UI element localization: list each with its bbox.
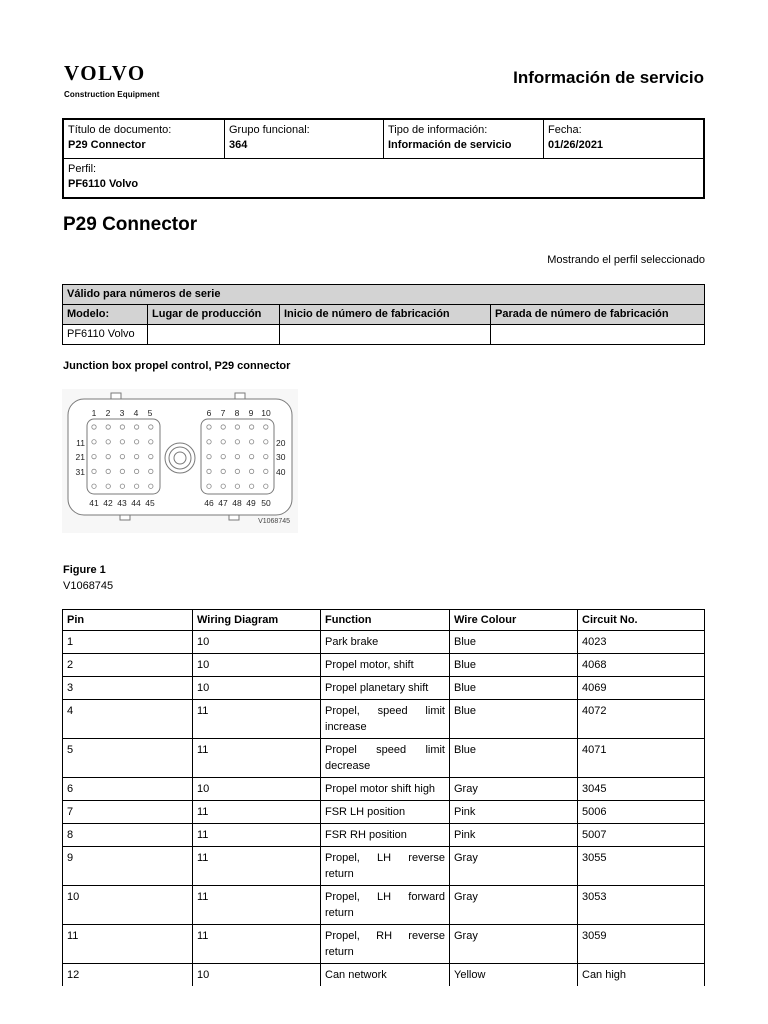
- pin-number-label: 11: [76, 438, 85, 448]
- logo-wordmark: VOLVO: [64, 61, 146, 85]
- pin-number-label: 43: [117, 498, 127, 508]
- table-row: [63, 778, 705, 801]
- circuit-cell: 4072: [578, 700, 705, 739]
- circuit-cell: 3059: [578, 925, 705, 964]
- wiring-diagram-cell: 11: [193, 824, 321, 847]
- table-row: [63, 824, 705, 847]
- wire-colour-cell: Blue: [450, 677, 578, 700]
- pin-number-label: 47: [218, 498, 228, 508]
- pin-number-label: 21: [75, 452, 85, 462]
- connector-drawing: [62, 389, 298, 533]
- pin-number-label: 20: [276, 438, 286, 448]
- pin-cell: 12: [63, 964, 193, 987]
- function-cell: Propel, LH forward return: [321, 886, 450, 925]
- function-cell: Propel motor, shift: [321, 654, 450, 677]
- function-cell: Can network: [321, 964, 450, 987]
- serial-cell-start: [280, 325, 491, 345]
- wire-colour-cell: Pink: [450, 824, 578, 847]
- figure-label: Figure 1: [63, 564, 106, 576]
- pin-number-label: 2: [105, 408, 111, 418]
- circuit-cell: 3055: [578, 847, 705, 886]
- pin-number-label: 45: [145, 498, 155, 508]
- pin-cell: 11: [63, 925, 193, 964]
- pin-number-label: 30: [276, 452, 286, 462]
- pin-number-label: 7: [220, 408, 226, 418]
- table-row: [63, 801, 705, 824]
- table-row: [63, 847, 705, 886]
- volvo-logo: [64, 62, 160, 99]
- group-value: 364: [229, 139, 248, 151]
- pin-cell: 6: [63, 778, 193, 801]
- wiring-diagram-cell: 11: [193, 847, 321, 886]
- wiring-diagram-cell: 11: [193, 739, 321, 778]
- serial-number-table: [62, 284, 705, 345]
- wire-colour-cell: Blue: [450, 700, 578, 739]
- wiring-diagram-cell: 10: [193, 677, 321, 700]
- circuit-cell: 5007: [578, 824, 705, 847]
- serial-col-stop: Parada de número de fabricación: [491, 305, 705, 325]
- profile-value: PF6110 Volvo: [68, 178, 139, 190]
- function-cell: Propel planetary shift: [321, 677, 450, 700]
- circuit-cell: Can high: [578, 964, 705, 987]
- function-cell: Propel speed limit decrease: [321, 739, 450, 778]
- serial-cell-stop: [491, 325, 705, 345]
- wiring-diagram-cell: 11: [193, 886, 321, 925]
- group-cell: [225, 119, 384, 159]
- pin-number-label: 42: [103, 498, 113, 508]
- pin-number-label: 48: [232, 498, 242, 508]
- circuit-cell: 4069: [578, 677, 705, 700]
- pin-cell: 9: [63, 847, 193, 886]
- pin-number-label: 9: [248, 408, 254, 418]
- logo-subtitle: Construction Equipment: [64, 90, 160, 99]
- serial-table-heading: Válido para números de serie: [63, 285, 705, 305]
- table-row: [63, 886, 705, 925]
- wiring-diagram-cell: 11: [193, 700, 321, 739]
- doc-title-value: P29 Connector: [68, 139, 146, 151]
- function-cell: Propel, speed limit increase: [321, 700, 450, 739]
- pin-cell: 3: [63, 677, 193, 700]
- page-title: P29 Connector: [63, 214, 198, 235]
- table-row: [63, 677, 705, 700]
- info-type-cell: [384, 119, 544, 159]
- wire-colour-cell: Pink: [450, 801, 578, 824]
- document-info-table: [62, 118, 705, 199]
- wire-colour-cell: Blue: [450, 654, 578, 677]
- doc-title-cell: [63, 119, 225, 159]
- wiring-diagram-cell: 10: [193, 964, 321, 987]
- figure-caption: Junction box propel control, P29 connector: [63, 360, 291, 372]
- service-title: Información de servicio: [513, 68, 704, 87]
- function-cell: Propel motor shift high: [321, 778, 450, 801]
- pin-cell: 2: [63, 654, 193, 677]
- circuit-cell: 5006: [578, 801, 705, 824]
- serial-cell-production-place: [148, 325, 280, 345]
- pin-col-header: Pin: [63, 610, 193, 631]
- pin-cell: 7: [63, 801, 193, 824]
- date-label: Fecha:: [548, 124, 582, 136]
- wiring-diagram-cell: 10: [193, 631, 321, 654]
- wire-colour-col-header: Wire Colour: [450, 610, 578, 631]
- figure-id: V1068745: [63, 580, 114, 592]
- wire-colour-cell: Blue: [450, 739, 578, 778]
- pin-number-label: 3: [119, 408, 125, 418]
- function-cell: FSR LH position: [321, 801, 450, 824]
- profile-note: Mostrando el perfil seleccionado: [547, 254, 705, 266]
- info-type-value: Información de servicio: [388, 139, 512, 151]
- wiring-diagram-col-header: Wiring Diagram: [193, 610, 321, 631]
- table-row: [63, 964, 705, 987]
- function-cell: Propel, LH reverse return: [321, 847, 450, 886]
- pin-number-label: 1: [91, 408, 97, 418]
- circuit-cell: 4071: [578, 739, 705, 778]
- date-value: 01/26/2021: [548, 139, 604, 151]
- circuit-col-header: Circuit No.: [578, 610, 705, 631]
- serial-col-production-place: Lugar de producción: [148, 305, 280, 325]
- info-type-label: Tipo de información:: [388, 124, 488, 136]
- profile-label: Perfil:: [68, 163, 97, 175]
- wire-colour-cell: Gray: [450, 925, 578, 964]
- serial-col-model: Modelo:: [63, 305, 148, 325]
- pin-number-label: 31: [75, 467, 85, 477]
- circuit-cell: 4068: [578, 654, 705, 677]
- pin-number-label: 41: [89, 498, 99, 508]
- doc-title-label: Título de documento:: [68, 124, 172, 136]
- pin-number-label: 46: [204, 498, 214, 508]
- pin-table: [62, 609, 705, 986]
- date-cell: [544, 119, 705, 159]
- pin-cell: 8: [63, 824, 193, 847]
- pin-number-label: 49: [246, 498, 256, 508]
- pin-number-label: 4: [133, 408, 139, 418]
- function-cell: Park brake: [321, 631, 450, 654]
- wiring-diagram-cell: 10: [193, 778, 321, 801]
- wire-colour-cell: Gray: [450, 778, 578, 801]
- wire-colour-cell: Gray: [450, 886, 578, 925]
- wire-colour-cell: Yellow: [450, 964, 578, 987]
- pin-number-label: 6: [206, 408, 212, 418]
- pin-cell: 1: [63, 631, 193, 654]
- pin-number-label: 40: [276, 467, 286, 477]
- wiring-diagram-cell: 11: [193, 801, 321, 824]
- table-row: [63, 925, 705, 964]
- pin-number-label: 10: [261, 408, 271, 418]
- table-row: [63, 631, 705, 654]
- pin-number-label: 50: [261, 498, 271, 508]
- table-row: [63, 700, 705, 739]
- pin-number-label: 8: [234, 408, 240, 418]
- circuit-cell: 4023: [578, 631, 705, 654]
- wire-colour-cell: Gray: [450, 847, 578, 886]
- profile-cell: [63, 159, 704, 199]
- circuit-cell: 3045: [578, 778, 705, 801]
- table-row: [63, 739, 705, 778]
- image-code-label: V1068745: [258, 518, 290, 525]
- circuit-cell: 3053: [578, 886, 705, 925]
- serial-cell-model: PF6110 Volvo: [63, 325, 148, 345]
- pin-number-label: 44: [131, 498, 141, 508]
- wire-colour-cell: Blue: [450, 631, 578, 654]
- function-cell: FSR RH position: [321, 824, 450, 847]
- function-cell: Propel, RH reverse return: [321, 925, 450, 964]
- table-row: [63, 654, 705, 677]
- connector-diagram: [62, 389, 298, 533]
- pin-cell: 10: [63, 886, 193, 925]
- pin-cell: 5: [63, 739, 193, 778]
- pin-cell: 4: [63, 700, 193, 739]
- function-col-header: Function: [321, 610, 450, 631]
- group-label: Grupo funcional:: [229, 124, 310, 136]
- wiring-diagram-cell: 10: [193, 654, 321, 677]
- serial-col-start: Inicio de número de fabricación: [280, 305, 491, 325]
- pin-number-label: 5: [147, 408, 153, 418]
- wiring-diagram-cell: 11: [193, 925, 321, 964]
